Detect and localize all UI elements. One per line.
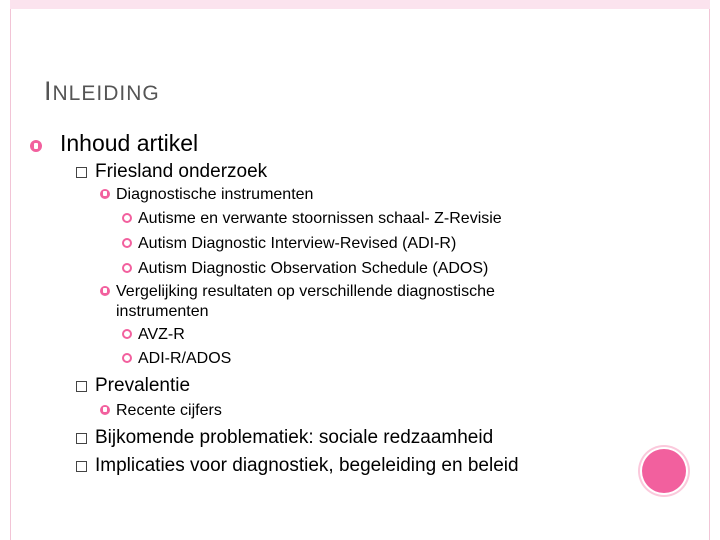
item-text: AVZ-R [138,326,185,343]
item-text: Diagnostische instrumenten [116,186,314,203]
checkbox-square-icon [76,433,87,444]
list-item-recente [100,402,222,420]
checkbox-square-icon [76,461,87,472]
item-text: Autisme en verwante stoornissen schaal- Z-Revisie [138,210,502,227]
list-item-adir [122,235,456,253]
item-text: Friesland onderzoek [95,161,268,182]
list-item-ados [122,260,488,278]
item-text: Bijkomende problematiek: sociale redzaamheid [95,427,494,448]
item-text: Autism Diagnostic Interview-Revised (ADI-R) [138,235,457,252]
item-text: Implicaties voor diagnostiek, begeleiding en beleid [95,455,519,476]
item-text: Prevalentie [95,375,191,396]
item-text: Inhoud artikel [60,130,199,156]
top-band [10,0,710,9]
list-item-vergelijking [100,283,495,301]
title-initial: I [44,76,53,106]
list-item-autisme [122,210,502,228]
list-item-prevalentie [76,375,190,397]
item-text: ADI-R/ADOS [138,350,232,367]
ring-bullet-icon [122,353,132,363]
bullet-icon [100,286,110,296]
checkbox-square-icon [76,381,87,392]
list-item-adir-ados [122,350,231,368]
list-item-implicaties [76,455,519,477]
ring-bullet-icon [122,213,132,223]
item-text: Recente cijfers [116,402,222,419]
ring-bullet-icon [122,263,132,273]
list-item-bijkomende [76,427,493,449]
item-text: instrumenten [116,303,209,320]
list-item-vergelijking-cont [116,303,209,321]
item-text: Vergelijking resultaten op verschillende diagnostische [116,283,495,300]
list-item-diagnostische [100,186,313,204]
list-item-inhoud [30,130,198,157]
ring-bullet-icon [122,329,132,339]
item-text: Autism Diagnostic Observation Schedule (ADOS) [138,260,489,277]
slide-title [44,76,160,107]
title-rest: NLEIDING [52,82,160,105]
bullet-icon [100,189,110,199]
list-item-avzr [122,326,185,344]
list-item-friesland [76,161,267,183]
bullet-icon [30,140,42,152]
checkbox-square-icon [76,167,87,178]
decorative-circle [642,449,686,493]
bullet-icon [100,405,110,415]
ring-bullet-icon [122,238,132,248]
